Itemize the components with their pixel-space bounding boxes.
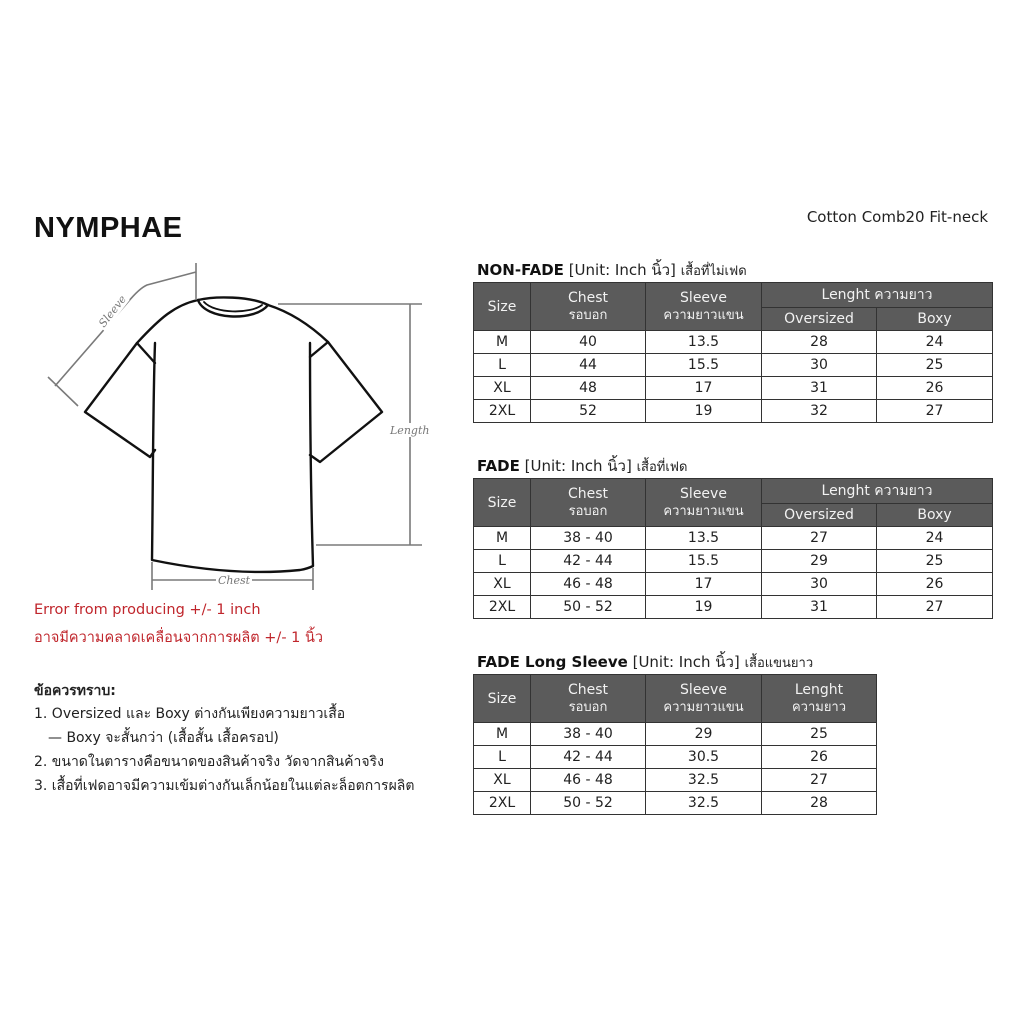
cell-size: XL (474, 573, 531, 596)
cell-sleeve: 19 (646, 596, 762, 619)
header-size: Size (474, 479, 531, 527)
cell-sleeve: 13.5 (646, 331, 762, 354)
cell-boxy: 25 (877, 550, 993, 573)
cell-boxy: 26 (877, 377, 993, 400)
table-title-non-fade (477, 258, 747, 282)
header-size: Size (474, 283, 531, 331)
notes-heading: ข้อควรทราบ: (34, 683, 116, 699)
cell-size: L (474, 746, 531, 769)
header-sleeve-en: Sleeve (680, 485, 727, 502)
table-row (474, 596, 993, 619)
table-row (474, 527, 993, 550)
header-chest-en: Chest (567, 485, 609, 502)
brand-logo: NYMPHAE (34, 212, 183, 244)
header-length: Lenght ความยาว (762, 283, 993, 308)
cell-size: L (474, 550, 531, 573)
header-length (762, 675, 877, 723)
cell-oversized: 28 (762, 331, 877, 354)
cell-sleeve: 19 (646, 400, 762, 423)
table-title-thai: เสื้อที่เฟด (636, 460, 688, 475)
header-chest-en: Chest (567, 681, 609, 698)
size-table-fade-long-sleeve (473, 674, 877, 815)
cell-boxy: 27 (877, 400, 993, 423)
cell-oversized: 27 (762, 527, 877, 550)
table-row (474, 377, 993, 400)
length-label: Length (390, 424, 430, 437)
sleeve-measure-line (48, 263, 196, 406)
table-row (474, 573, 993, 596)
cell-oversized: 29 (762, 550, 877, 573)
table-title-unit: [Unit: Inch นิ้ว] (524, 457, 632, 475)
cell-chest: 46 - 48 (531, 573, 646, 596)
cell-boxy: 24 (877, 331, 993, 354)
note-item: 1. Oversized และ Boxy ต่างกันเพียงความยาวเสื้อ (34, 706, 346, 722)
cell-size: M (474, 527, 531, 550)
cell-sleeve: 15.5 (646, 550, 762, 573)
header-size: Size (474, 675, 531, 723)
table-row (474, 792, 877, 815)
header-chest (531, 479, 646, 527)
cell-chest: 48 (531, 377, 646, 400)
cell-sleeve: 17 (646, 377, 762, 400)
cell-size: 2XL (474, 792, 531, 815)
cell-chest: 42 - 44 (531, 550, 646, 573)
header-oversized: Oversized (762, 504, 877, 527)
cell-boxy: 25 (877, 354, 993, 377)
cell-length: 26 (762, 746, 877, 769)
cell-sleeve: 17 (646, 573, 762, 596)
cell-oversized: 32 (762, 400, 877, 423)
header-chest-en: Chest (567, 289, 609, 306)
cell-size: 2XL (474, 596, 531, 619)
header-sleeve (646, 675, 762, 723)
cell-sleeve: 13.5 (646, 527, 762, 550)
header-chest-th: รอบอก (568, 307, 608, 323)
cell-chest: 44 (531, 354, 646, 377)
chest-label: Chest (218, 574, 251, 587)
cell-length: 28 (762, 792, 877, 815)
cell-sleeve: 32.5 (646, 792, 762, 815)
note-item: — Boxy จะสั้นกว่า (เสื้อสั้น เสื้อครอป) (48, 730, 279, 746)
cell-size: XL (474, 377, 531, 400)
header-length-en: Lenght (794, 681, 844, 698)
table-row (474, 400, 993, 423)
cell-oversized: 30 (762, 573, 877, 596)
table-title-bold: NON-FADE (477, 261, 564, 279)
cell-length: 27 (762, 769, 877, 792)
cell-chest: 40 (531, 331, 646, 354)
header-sleeve-en: Sleeve (680, 289, 727, 306)
header-length-th: ความยาว (791, 699, 847, 715)
tshirt-measurement-diagram (0, 240, 460, 600)
size-table-non-fade (473, 282, 993, 423)
header-chest (531, 283, 646, 331)
table-row (474, 723, 877, 746)
header-oversized: Oversized (762, 308, 877, 331)
cell-size: M (474, 723, 531, 746)
header-sleeve (646, 283, 762, 331)
cell-chest: 52 (531, 400, 646, 423)
cell-chest: 46 - 48 (531, 769, 646, 792)
cell-size: 2XL (474, 400, 531, 423)
table-row (474, 746, 877, 769)
header-sleeve-th: ความยาวแขน (663, 307, 744, 323)
table-row (474, 769, 877, 792)
tshirt-body (152, 343, 313, 572)
cell-sleeve: 30.5 (646, 746, 762, 769)
header-boxy: Boxy (877, 504, 993, 527)
header-chest-th: รอบอก (568, 699, 608, 715)
header-chest (531, 675, 646, 723)
cell-chest: 42 - 44 (531, 746, 646, 769)
cell-sleeve: 32.5 (646, 769, 762, 792)
table-title-thai: เสื้อแขนยาว (744, 656, 814, 671)
fabric-label: Cotton Comb20 Fit-neck (806, 208, 988, 226)
cell-length: 25 (762, 723, 877, 746)
table-row (474, 354, 993, 377)
cell-boxy: 27 (877, 596, 993, 619)
header-length: Lenght ความยาว (762, 479, 993, 504)
table-title-bold: FADE (477, 457, 520, 475)
note-item: 3. เสื้อที่เฟดอาจมีความเข้มต่างกันเล็กน้อยในแต่ละล็อตการผลิต (34, 778, 415, 794)
cell-boxy: 26 (877, 573, 993, 596)
size-table-fade (473, 478, 993, 619)
sleeve-label: Sleeve (96, 292, 130, 330)
table-title-bold: FADE Long Sleeve (477, 653, 628, 671)
cell-size: L (474, 354, 531, 377)
error-note-en: Error from producing +/- 1 inch (34, 602, 261, 618)
table-title-fade-long-sleeve (477, 650, 813, 674)
right-sleeve (268, 305, 382, 462)
cell-oversized: 31 (762, 596, 877, 619)
table-title-unit: [Unit: Inch นิ้ว] (568, 261, 676, 279)
cell-size: M (474, 331, 531, 354)
error-note-th: อาจมีความคลาดเคลื่อนจากการผลิต +/- 1 นิ้ว (34, 630, 324, 646)
cell-chest: 38 - 40 (531, 527, 646, 550)
header-sleeve (646, 479, 762, 527)
table-row (474, 331, 993, 354)
cell-oversized: 31 (762, 377, 877, 400)
cell-oversized: 30 (762, 354, 877, 377)
header-chest-th: รอบอก (568, 503, 608, 519)
note-item: 2. ขนาดในตารางคือขนาดของสินค้าจริง วัดจากสินค้าจริง (34, 754, 384, 770)
header-boxy: Boxy (877, 308, 993, 331)
cell-chest: 50 - 52 (531, 792, 646, 815)
cell-sleeve: 15.5 (646, 354, 762, 377)
tshirt-outline (85, 297, 382, 572)
cell-boxy: 24 (877, 527, 993, 550)
header-sleeve-th: ความยาวแขน (663, 699, 744, 715)
table-title-unit: [Unit: Inch นิ้ว] (632, 653, 740, 671)
cell-chest: 38 - 40 (531, 723, 646, 746)
table-title-fade (477, 454, 687, 478)
cell-sleeve: 29 (646, 723, 762, 746)
header-sleeve-en: Sleeve (680, 681, 727, 698)
header-sleeve-th: ความยาวแขน (663, 503, 744, 519)
table-title-thai: เสื้อที่ไม่เฟด (680, 264, 747, 279)
cell-size: XL (474, 769, 531, 792)
cell-chest: 50 - 52 (531, 596, 646, 619)
table-row (474, 550, 993, 573)
